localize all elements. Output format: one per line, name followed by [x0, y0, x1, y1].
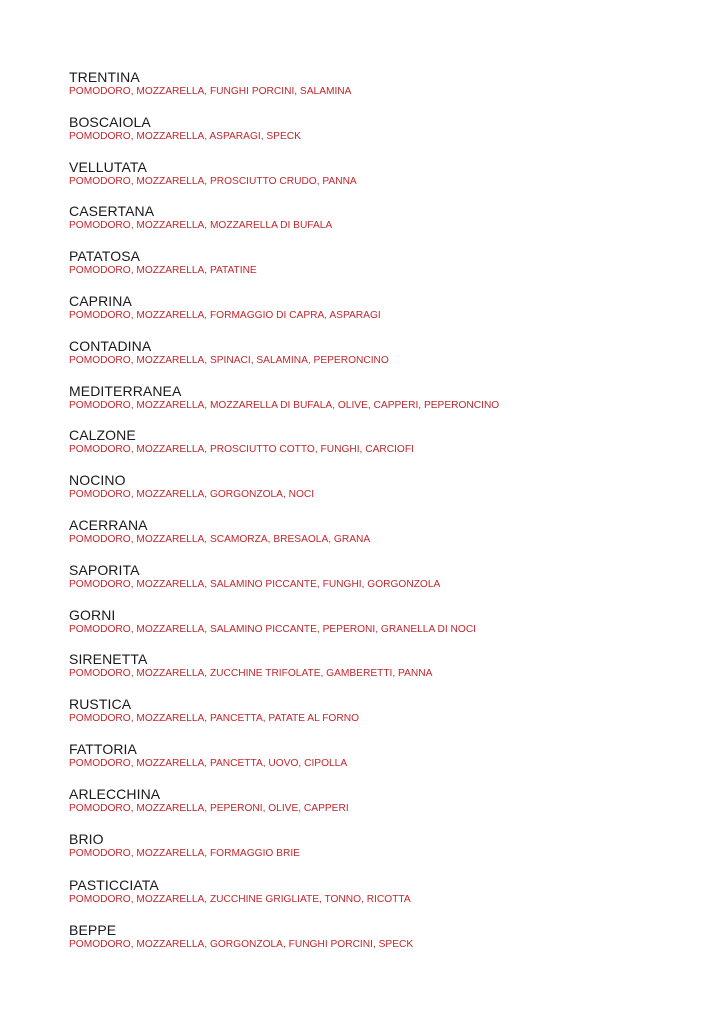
pizza-name: BOSCAIOLA	[69, 113, 151, 130]
pizza-ingredients: POMODORO, MOZZARELLA, SALAMINO PICCANTE, FUNGHI, GORGONZOLA	[69, 578, 441, 590]
pizza-ingredients: POMODORO, MOZZARELLA, GORGONZOLA, FUNGHI PORCINI, SPECK	[69, 939, 414, 951]
pizza-name: MEDITERRANEA	[69, 382, 182, 399]
menu-item-caprina	[69, 293, 689, 338]
pizza-name: VELLUTATA	[69, 158, 147, 175]
menu-item-arlecchina	[69, 786, 689, 831]
pizza-name: TRENTINA	[69, 69, 140, 85]
pizza-ingredients: POMODORO, MOZZARELLA, PEPERONI, OLIVE, CAPPERI	[69, 802, 349, 814]
menu-item-trentina	[69, 69, 689, 114]
pizza-name: FATTORIA	[69, 740, 137, 757]
pizza-name: CALZONE	[69, 427, 136, 444]
pizza-name: PATATOSA	[69, 248, 141, 265]
pizza-ingredients: POMODORO, MOZZARELLA, PANCETTA, UOVO, CIPOLLA	[69, 757, 348, 769]
pizza-name: GORNI	[69, 606, 116, 623]
pizza-name: ACERRANA	[69, 516, 148, 533]
pizza-ingredients: POMODORO, MOZZARELLA, FUNGHI PORCINI, SALAMINA	[69, 86, 352, 97]
pizza-name: BRIO	[69, 830, 104, 847]
pizza-menu-list	[69, 69, 689, 967]
menu-item-brio	[69, 831, 689, 878]
menu-item-sirenetta	[69, 651, 689, 696]
pizza-ingredients: POMODORO, MOZZARELLA, PROSCIUTTO COTTO, FUNGHI, CARCIOFI	[69, 444, 414, 456]
menu-item-contadina	[69, 338, 689, 383]
pizza-ingredients: POMODORO, MOZZARELLA, PROSCIUTTO CRUDO, PANNA	[69, 175, 357, 187]
menu-item-vellutata	[69, 159, 689, 204]
pizza-ingredients: POMODORO, MOZZARELLA, PANCETTA, PATATE AL FORNO	[69, 713, 359, 725]
pizza-ingredients: POMODORO, MOZZARELLA, SALAMINO PICCANTE, PEPERONI, GRANELLA DI NOCI	[69, 623, 477, 635]
menu-item-gorni	[69, 607, 689, 652]
pizza-name: CASERTANA	[69, 203, 155, 220]
menu-item-pasticciata	[69, 877, 689, 922]
pizza-ingredients: POMODORO, MOZZARELLA, SCAMORZA, BRESAOLA, GRANA	[69, 533, 371, 545]
pizza-ingredients: POMODORO, MOZZARELLA, FORMAGGIO BRIE	[69, 847, 300, 859]
pizza-ingredients: POMODORO, MOZZARELLA, ASPARAGI, SPECK	[69, 130, 301, 142]
menu-item-fattoria	[69, 741, 689, 786]
menu-item-casertana	[69, 203, 689, 248]
menu-item-nocino	[69, 472, 689, 517]
pizza-ingredients: POMODORO, MOZZARELLA, ZUCCHINE GRIGLIATE, TONNO, RICOTTA	[69, 894, 411, 906]
pizza-ingredients: POMODORO, MOZZARELLA, PATATINE	[69, 265, 257, 277]
menu-item-patatosa	[69, 248, 689, 293]
pizza-name: NOCINO	[69, 472, 126, 489]
menu-item-calzone	[69, 427, 689, 472]
menu-item-rustica	[69, 696, 689, 741]
menu-item-beppe	[69, 922, 689, 967]
menu-item-boscaiola	[69, 114, 689, 159]
pizza-name: SAPORITA	[69, 561, 140, 578]
menu-item-mediterranea	[69, 383, 689, 428]
pizza-ingredients: POMODORO, MOZZARELLA, GORGONZOLA, NOCI	[69, 489, 315, 501]
pizza-ingredients: POMODORO, MOZZARELLA, MOZZARELLA DI BUFALA, OLIVE, CAPPERI, PEPERONCINO	[69, 399, 500, 411]
pizza-name: RUSTICA	[69, 696, 132, 713]
menu-item-saporita	[69, 562, 689, 607]
pizza-ingredients: POMODORO, MOZZARELLA, MOZZARELLA DI BUFALA	[69, 220, 333, 232]
pizza-name: ARLECCHINA	[69, 785, 161, 802]
pizza-name: BEPPE	[69, 922, 117, 939]
pizza-name: PASTICCIATA	[69, 877, 159, 894]
pizza-ingredients: POMODORO, MOZZARELLA, FORMAGGIO DI CAPRA, ASPARAGI	[69, 309, 381, 321]
pizza-name: CONTADINA	[69, 337, 152, 354]
menu-item-acerrana	[69, 517, 689, 562]
pizza-ingredients: POMODORO, MOZZARELLA, SPINACI, SALAMINA, PEPERONCINO	[69, 354, 389, 366]
pizza-name: CAPRINA	[69, 292, 132, 309]
pizza-name: SIRENETTA	[69, 651, 148, 668]
pizza-ingredients: POMODORO, MOZZARELLA, ZUCCHINE TRIFOLATE, GAMBERETTI, PANNA	[69, 668, 433, 680]
